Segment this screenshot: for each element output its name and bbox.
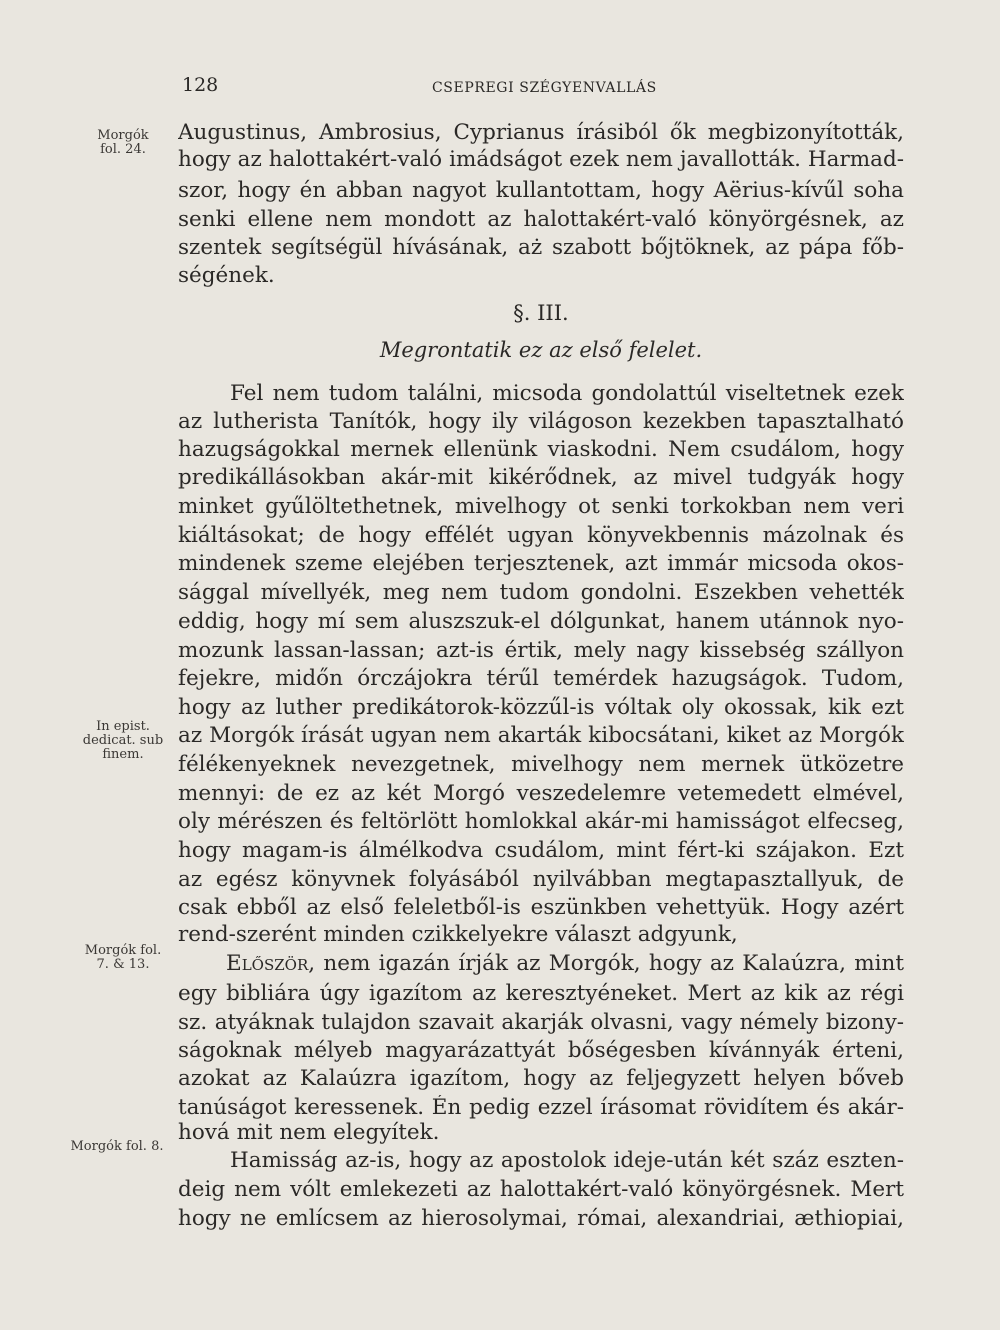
text-line: fejekre, midőn órczájokra térűl temérdek hazugságok. Tudom, bbox=[178, 666, 904, 691]
text-line: predikállásokban akár-mit kikérődnek, az mivel tudgyák hogy bbox=[178, 465, 904, 490]
text-line: minket gyűlöltethetnek, mivelhogy ot senki torkokban nem veri bbox=[178, 494, 904, 519]
text-line: csak ebből az első feleletből-is eszünkben vehettyük. Hogy azért bbox=[178, 895, 904, 920]
margin-note: Morgók fol. 24. bbox=[97, 128, 149, 157]
margin-note: In epist. dedicat. sub finem. bbox=[82, 719, 164, 762]
text-line: mennyi: de ez az két Morgó veszedelemre vetemedett elmével, bbox=[178, 781, 904, 806]
paragraph-first-line bbox=[178, 951, 904, 976]
text-line: az Morgók írását ugyan nem akarták kibocsátani, kiket az Morgók bbox=[178, 723, 904, 748]
margin-note: Morgók fol. 7. & 13. bbox=[84, 943, 162, 972]
text-line: hogy ne emlícsem az hierosolymai, római, alexandriai, æthiopiai, bbox=[178, 1206, 904, 1231]
text-line: hogy magam-is álmélkodva csudálom, mint fért-ki szájakon. Ezt bbox=[178, 838, 904, 863]
text-line: tanúságot keressenek. Én pedig ezzel írásomat rövidítem és akár- bbox=[178, 1095, 904, 1120]
text-line: hogy az halottakért-való imádságot ezek nem javallották. Harmad- bbox=[178, 147, 904, 172]
text-line: Fel nem tudom találni, micsoda gondolattúl viseltetnek ezek bbox=[230, 381, 904, 406]
text-line: nem igazán írják az Morgók, hogy az Kalaúzra, mint bbox=[323, 951, 904, 976]
text-line: sz. atyáknak tulajdon szavait akarják olvasni, vagy némely bizony- bbox=[178, 1010, 904, 1035]
text-line: oly mérészen és feltörlött homlokkal akár-mi hamisságot elfecseg, bbox=[178, 809, 904, 834]
text-line: Augustinus, Ambrosius, Cyprianus írásiból ők megbizonyították, bbox=[178, 120, 904, 145]
text-line: hová mit nem elegyítek. bbox=[178, 1120, 440, 1145]
section-number: §. III. bbox=[513, 301, 569, 325]
text-line: ságoknak mélyeb magyarázattyát bőségesben kívánnyák érteni, bbox=[178, 1038, 904, 1063]
text-line: deig nem vólt emlekezeti az halottakért-való könyörgésnek. Mert bbox=[178, 1177, 904, 1202]
text-line: Hamisság az-is, hogy az apostolok ideje-után két száz eszten- bbox=[230, 1148, 904, 1173]
text-line: egy bibliára úgy igazítom az keresztyéneket. Mert az kik az régi bbox=[178, 981, 904, 1006]
running-head: CSEPREGI SZÉGYENVALLÁS bbox=[432, 80, 657, 96]
text-line: szentek segítségül hívásának, aż szabott bőjtöknek, az pápa főb- bbox=[178, 235, 904, 260]
page-number: 128 bbox=[182, 74, 219, 96]
text-line: az egész könyvnek folyásából nyilvábban megtapasztallyuk, de bbox=[178, 867, 904, 892]
text-line: rend-szerént minden czikkelyekre választ adgyunk, bbox=[178, 922, 738, 947]
text-line: hazugságokkal mernek ellenünk viaskodni. Nem csudálom, hogy bbox=[178, 437, 904, 462]
text-line: az lutherista Tanítók, hogy ily világoson kezekben tapasztalható bbox=[178, 409, 904, 434]
text-line: félékenyeknek nevezgetnek, mivelhogy nem mernek ütközetre bbox=[178, 752, 904, 777]
section-heading: Megrontatik ez az első felelet. bbox=[379, 338, 703, 362]
text-line: eddig, hogy mí sem aluszszuk-el dólgunkat, hanem utánnok nyo- bbox=[178, 609, 904, 634]
margin-note: Morgók fol. 8. bbox=[70, 1139, 164, 1154]
text-line: mindenek szeme elejében terjesztenek, azt immár micsoda okos- bbox=[178, 551, 904, 576]
text-line: sággal mívellyék, meg nem tudom gondolni. Eszekben vehették bbox=[178, 580, 904, 605]
small-caps-lead: Először, bbox=[226, 951, 316, 976]
text-line: kiáltásokat; de hogy effélét ugyan könyvekbennis mázolnak és bbox=[178, 523, 904, 548]
text-line: ségének. bbox=[178, 263, 275, 288]
text-line: hogy az luther predikátorok-közzűl-is vóltak oly okossak, kik ezt bbox=[178, 695, 904, 720]
text-line: azokat az Kalaúzra igazítom, hogy az feljegyzett helyen bőveb bbox=[178, 1066, 904, 1091]
text-line: szor, hogy én abban nagyot kullantottam, hogy Aërius-kívűl soha bbox=[178, 178, 904, 203]
text-line: senki ellene nem mondott az halottakért-való könyörgésnek, az bbox=[178, 207, 904, 232]
text-line: mozunk lassan-lassan; azt-is értik, mely nagy kissebség szállyon bbox=[178, 638, 904, 663]
